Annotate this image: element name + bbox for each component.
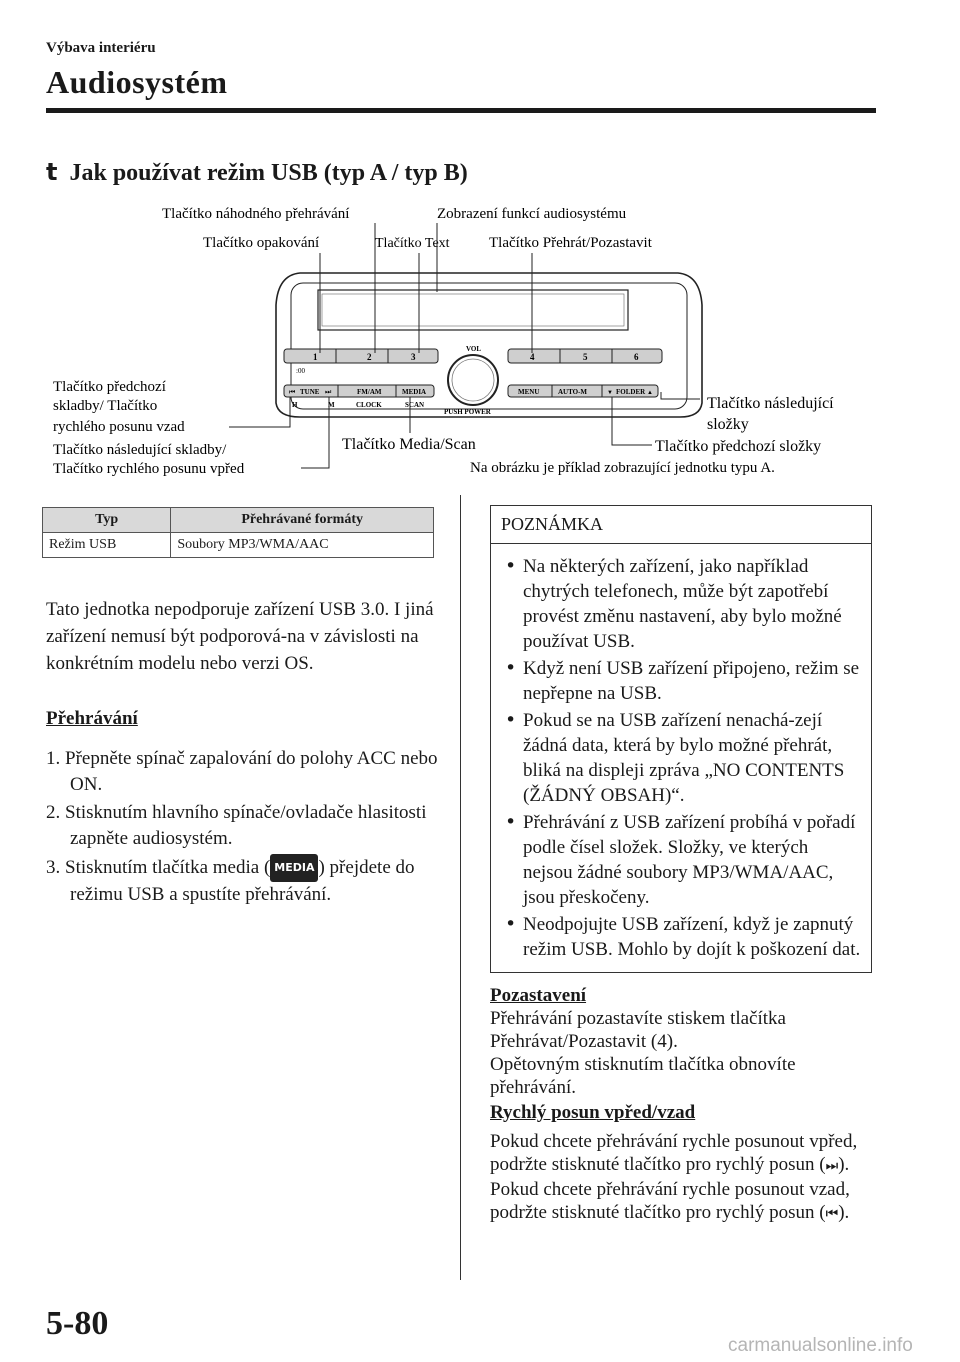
label-prev-track-1: Tlačítko předchozí [53, 379, 166, 395]
list-item: • Přehrávání z USB zařízení probíhá v pořadí podle čísel složek. Složky, ve kterých nejsou žádné soubory MP3/WMA/AAC, jsou přeskočeny. [501, 810, 861, 910]
list-item: 2. Stisknutím hlavního spínače/ovladače hlasitosti zapněte audiosystém. [46, 802, 427, 849]
label-next-folder-1: Tlačítko následující [707, 395, 834, 412]
label-prev-track-3: rychlého posunu vzad [53, 419, 185, 435]
fm-am-label: FM/AM [357, 388, 382, 396]
audio-unit-diagram [0, 195, 960, 485]
label-media-scan: Tlačítko Media/Scan [342, 436, 476, 453]
label-prev-folder: Tlačítko předchozí složky [655, 438, 822, 455]
list-item: • Když není USB zařízení připojeno, režim se nepřepne na USB. [501, 656, 861, 706]
label-next-track-2: Tlačítko rychlého posunu vpřed [53, 461, 245, 477]
folder-down-icon: ▼ [607, 390, 613, 396]
next-track-icon: ⏭ [325, 388, 332, 396]
fast-heading: Rychlý posun vpřed/vzad [490, 1102, 696, 1123]
intro-paragraph: Tato jednotka nepodporuje zařízení USB 3.0. I jiná zařízení nemusí být podporová-na v závislosti na konkrétním modelu nebo verzi OS. [46, 599, 434, 674]
table-header-row [43, 508, 434, 533]
fast-forward-icon: ⏭ [825, 1158, 839, 1174]
label-prev-track-2: skladby/ Tlačítko [53, 398, 158, 414]
table-cell-mode: Režim USB [43, 533, 171, 558]
preset-6: 6 [634, 352, 639, 362]
label-next-folder-2: složky [707, 416, 749, 433]
list-item: • Pokud se na USB zařízení nenachá-zejí žádná data, která by bylo možné přehrát, bliká na displeji zpráva „NO CONTENTS (ŽÁDNÝ OBSAH)“. [501, 708, 861, 808]
title-rule [46, 108, 876, 113]
fast-forward-text [490, 1130, 882, 1178]
label-random: Tlačítko náhodného přehrávání [162, 206, 350, 222]
breadcrumb: Výbava interiéru [46, 40, 156, 56]
preset-5: 5 [583, 352, 588, 362]
preset-1: 1 [313, 352, 318, 362]
pause-text-1: Přehrávání pozastavíte stiskem tlačítka Přehrávat/Pozastavit (4). [490, 1008, 786, 1052]
menu-label: MENU [518, 388, 540, 396]
label-play-pause: Tlačítko Přehrát/Pozastavit [489, 235, 652, 251]
page-number: 5-80 [46, 1305, 109, 1342]
label-next-track-1: Tlačítko následující skladby/ [53, 442, 227, 458]
column-divider [460, 495, 461, 1280]
note-title: POZNÁMKA [491, 506, 871, 544]
playback-heading: Přehrávání [46, 708, 138, 729]
vol-label: VOL [466, 345, 482, 353]
label-text: Tlačítko Text [375, 236, 450, 251]
clock-label: CLOCK [356, 401, 382, 409]
label-repeat: Tlačítko opakování [203, 235, 320, 251]
step3-text-b: ) přejdete do režimu USB a spustíte přehrávání. [70, 857, 415, 905]
table-row [43, 533, 434, 558]
table-header-type: Typ [43, 508, 171, 533]
preset-4: 4 [530, 352, 535, 362]
fast-forward-text-b: ). [838, 1154, 850, 1175]
folder-label: FOLDER [616, 388, 646, 396]
list-item: • Neodpojujte USB zařízení, když je zapnutý režim USB. Mohlo by dojít k poškození dat. [501, 912, 861, 962]
note-list [491, 544, 871, 962]
step3-text-a: 3. Stisknutím tlačítka media ( [46, 857, 271, 878]
rewind-text-b: ). [838, 1202, 850, 1223]
page-heading [46, 158, 468, 187]
scan-label: SCAN [405, 401, 425, 409]
section-title: Audiosystém [46, 64, 228, 100]
rewind-text [490, 1178, 882, 1226]
media-label: MEDIA [402, 388, 427, 396]
fast-forward-text-a: Pokud chcete přehrávání rychle posunout vpřed, podržte stisknuté tlačítko pro rychlý posun ( [490, 1131, 858, 1175]
rewind-icon: ⏮ [825, 1206, 839, 1222]
pause-heading: Pozastavení [490, 985, 587, 1006]
format-table [42, 507, 434, 558]
auto-m-label: AUTO-M [558, 388, 588, 396]
right-column-text [490, 982, 882, 1226]
list-item: • Na některých zařízení, jako například chytrých telefonech, může být zapotřebí provést změnu nastavení, aby bylo možné používat USB. [501, 554, 861, 654]
h-label: H [292, 401, 298, 409]
diagram-caption: Na obrázku je příklad zobrazující jednotku typu A. [470, 460, 775, 476]
note-box [490, 505, 872, 973]
table-header-formats: Přehrávané formáty [171, 508, 434, 533]
preset-3: 3 [411, 352, 416, 362]
preset-2: 2 [367, 352, 372, 362]
watermark: carmanualsonline.info [728, 1335, 913, 1356]
playback-steps [46, 746, 446, 910]
prev-track-icon: ⏮ [289, 388, 296, 396]
pause-text-2: Opětovným stisknutím tlačítka obnovíte přehrávání. [490, 1054, 796, 1098]
heading-bullet: t [46, 158, 58, 186]
media-button-icon: MEDIA [270, 854, 318, 882]
table-cell-formats: Soubory MP3/WMA/AAC [171, 533, 434, 558]
m-label: M [328, 401, 335, 409]
heading-title: Jak používat režim USB (typ A / typ B) [69, 160, 468, 186]
label-display: Zobrazení funkcí audiosystému [437, 206, 627, 222]
folder-up-icon: ▲ [647, 390, 653, 396]
list-item [46, 854, 446, 908]
clock-small-label: :00 [296, 367, 305, 375]
rewind-text-a: Pokud chcete přehrávání rychle posunout vzad, podržte stisknuté tlačítko pro rychlý posun ( [490, 1179, 850, 1223]
push-power-label: PUSH POWER [444, 408, 491, 416]
list-item: 1. Přepněte spínač zapalování do polohy ACC nebo ON. [46, 748, 438, 795]
tune-label: TUNE [300, 388, 320, 396]
